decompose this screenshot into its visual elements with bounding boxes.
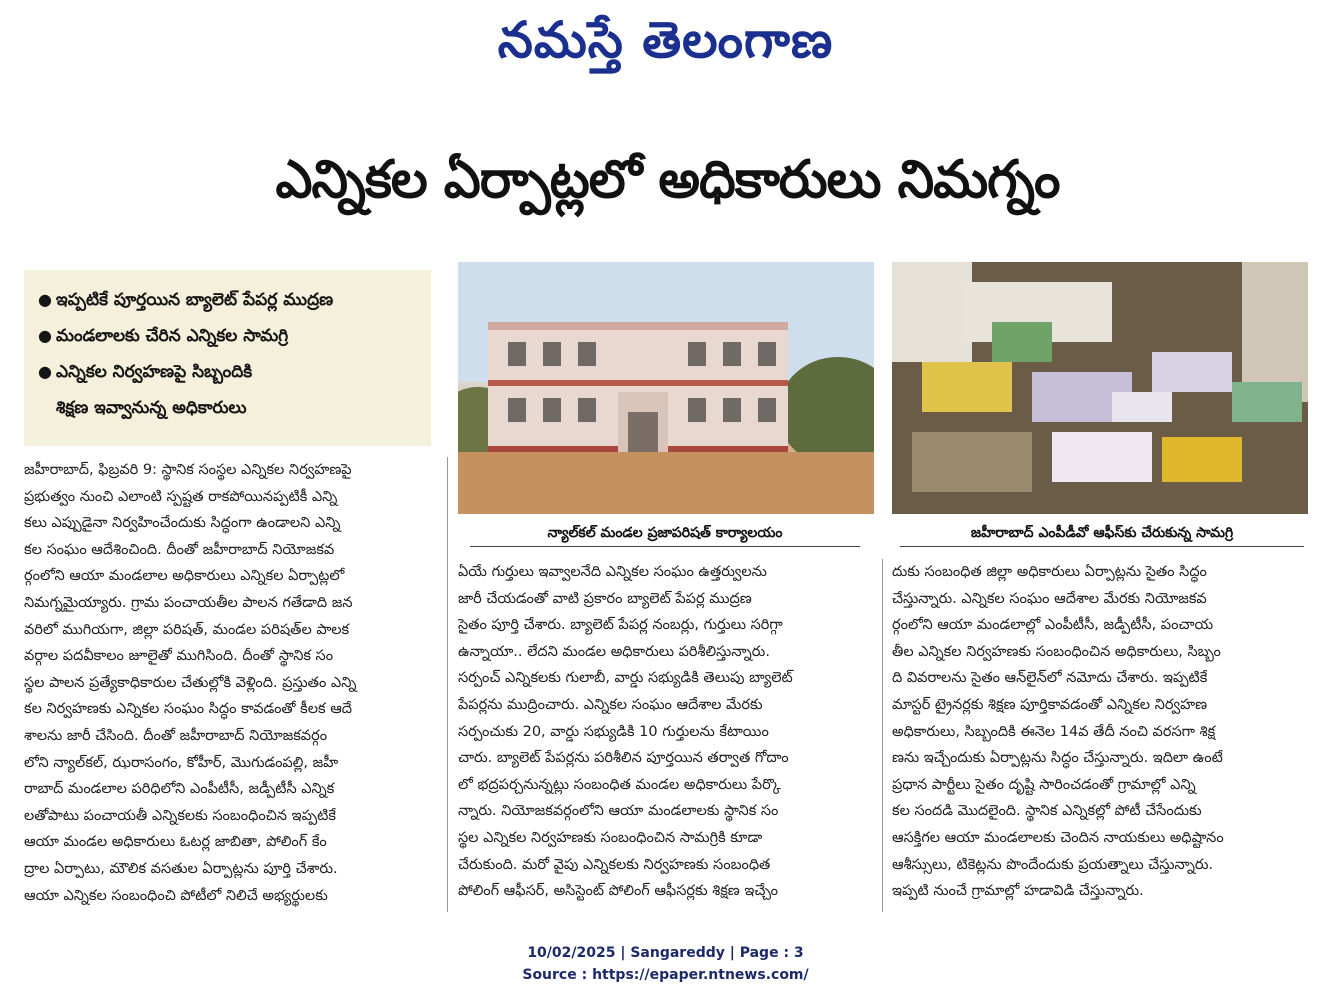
highlight-item [34, 354, 421, 390]
article-column-1 [24, 457, 442, 909]
article-line: చేస్తున్నారు. ఎన్నికల సంఘం ఆదేశాల మేరకు నియోజకవ [892, 590, 1207, 607]
article-line: ర్గంలోని ఆయా మండలాల్లో ఎంపీటీసీ, జడ్పీటీసీ, పంచాయ [892, 617, 1214, 634]
office-building-illustration [458, 262, 874, 514]
highlight-text: ఇప్పటికే పూర్తయిన బ్యాలెట్ పేపర్ల ముద్రణ [56, 290, 334, 310]
election-material-photo [892, 262, 1308, 514]
column-divider [447, 457, 448, 912]
article-line: రాబాద్ మండలాల పరిధిలోని ఎంపీటీసీ, జడ్పీటీసీ ఎన్నిక [24, 781, 335, 798]
highlights-box [24, 270, 431, 446]
highlight-continuation: శిక్షణ ఇవ్వానున్న అధికారులు [56, 398, 247, 418]
footer-date-edition: 10/02/2025 | Sangareddy | Page : 3 [527, 945, 804, 961]
article-line: ది వివరాలను సైతం ఆన్‌లైన్‌లో నమోదు చేశారు. ఇప్పటికే [892, 670, 1208, 687]
bullet-icon: ● [38, 326, 52, 345]
article-line: జారీ చేయడంతో వాటి ప్రకారం బ్యాలెట్ పేపర్ల ముద్రణ [458, 590, 752, 607]
article-line: నిమగ్నమైయ్యారు. గ్రామ పంచాయతీల పాలన గతేడాది జన [24, 594, 353, 611]
article-column-3 [892, 559, 1308, 905]
article-line: దుకు సంబంధిత జిల్లా అధికారులు ఏర్పాట్లను సైతం సిద్ధం [892, 564, 1207, 580]
footer-source: Source : https://epaper.ntnews.com/ [522, 967, 809, 983]
article-line: ఆసక్తిగల ఆయా మండలాలకు చెందిన నాయకులు అధిష్టానం [892, 829, 1224, 846]
highlight-item [34, 282, 421, 318]
article-line: ఆయా ఎన్నికల సంబంధించి పోటీలో నిలిచే అభ్యర్థులకు [24, 887, 328, 904]
article-line: మాస్టర్ ట్రైనర్లకు శిక్షణ పూర్తికావడంతో ఎన్నికల నిర్వహణ [892, 696, 1208, 713]
article-line: శాలను జారీ చేసింది. దీంతో జహీరాబాద్ నియోజకవర్గం [24, 727, 328, 744]
article-line: లో భద్రపర్చనున్నట్లు సంబంధిత మండల అధికారులు పేర్కొ [458, 776, 781, 793]
article-line: కల సంఘం ఆదేశించింది. దీంతో జహీరాబాద్ నియోజకవ [24, 541, 335, 558]
article-line: ణను ఇచ్చేందుకు ఏర్పాట్లను సిద్ధం చేస్తున్నారు. ఇదిలా ఉంటే [892, 750, 1223, 767]
article-line: పేపర్లను ముద్రించారు. ఎన్నికల సంఘం ఆదేశాల మేరకు [458, 696, 763, 713]
office-photo-caption: న్యాల్‌కల్ మండల ప్రజాపరిషత్ కార్యాలయం [470, 520, 860, 547]
article-line: సైతం పూర్తి చేశారు. బ్యాలెట్ పేపర్ల నంబర్లు, గుర్తులు సరిగ్గా [458, 617, 783, 634]
article-line: కల సందడి మొదలైంది. స్థానిక ఎన్నికల్లో పోటీ చేసేందుకు [892, 803, 1202, 820]
column-divider [882, 559, 883, 912]
article-line: వరిలో ముగియగా, జిల్లా పరిషత్, మండల పరిషత్‌ల పాలక [24, 621, 350, 638]
article-line: లోని న్యాల్‌కల్, ఝరాసంగం, కోహీర్, మొగుడంపల్లి, జహీ [24, 754, 339, 771]
article-line: స్థల ఎన్నికల నిర్వహణకు సంబంధించిన సామగ్రికి కూడా [458, 829, 763, 846]
article-line: తీల ఎన్నికల నిర్వహణకు సంబంధించిన అధికారులు, సిబ్బం [892, 643, 1221, 660]
article-line: కలు ఎప్పుడైనా నిర్వహించేందుకు సిద్ధంగా ఉండాలని ఎన్ని [24, 515, 341, 532]
article-line: లతోపాటు పంచాయతీ ఎన్నికలకు సంబంధించిన ఇప్పటికే [24, 807, 336, 824]
masthead-logo: నమస్తే తెలంగాణ [497, 10, 834, 69]
bullet-icon: ● [38, 362, 52, 381]
highlight-item [34, 318, 421, 354]
article-line: అధికారులు, సిబ్బందికి ఈనెల 14వ తేదీ నంచి వరసగా శిక్ష [892, 723, 1216, 740]
article-column-2 [458, 559, 874, 905]
article-line: ఆశీస్సులు, టికెట్లను పొందేందుకు ప్రయత్నాలు చేస్తున్నారు. [892, 856, 1214, 873]
article-line: ఉన్నాయా.. లేదని మండల అధికారులు పరిశీలిస్తున్నారు. [458, 643, 770, 660]
material-photo-caption: జహీరాబాద్ ఎంపీడీవో ఆఫీస్‌కు చేరుకున్న సామగ్రి [900, 520, 1304, 547]
bullet-icon: ● [38, 290, 52, 309]
article-line: సర్పంచ్ ఎన్నికలకు గులాబీ, వార్డు సభ్యుడికి తెలుపు బ్యాలెట్ [458, 670, 793, 687]
article-line: ర్గంలోని ఆయా మండలాల అధికారులు ఎన్నికల ఏర్పాట్లలో [24, 568, 345, 585]
article-line: కల నిర్వహణకు ఎన్నికల సంఘం సిద్ధం కావడంతో కీలక ఆదే [24, 701, 353, 718]
highlight-text: మండలాలకు చేరిన ఎన్నికల సామగ్రి [56, 326, 289, 346]
article-line: సర్పంచుకు 20, వార్డు సభ్యుడికి 10 గుర్తులను కేటాయిం [458, 723, 769, 740]
headline: ఎన్నికల ఏర్పాట్లలో అధికారులు నిమగ్నం [275, 150, 1060, 210]
office-building-photo [458, 262, 874, 514]
article-line: చేరుకుంది. మరో వైపు ఎన్నికలకు నిర్వహణకు సంబంధిత [458, 856, 771, 873]
election-material-illustration [892, 262, 1308, 514]
article-line: ప్రధాన పార్టీలు సైతం దృష్టి సారించడంతో గ్రామాల్లో ఎన్ని [892, 776, 1196, 793]
article-line: పోలింగ్ ఆఫీసర్, అసిస్టెంట్ పోలింగ్ ఆఫీసర్లకు శిక్షణ ఇచ్చేం [458, 883, 778, 900]
article-line: న్నారు. నియోజకవర్గంలోని ఆయా మండలాలకు స్థానిక సం [458, 803, 779, 820]
article-line: వర్గాల పదవీకాలం జూలైతో ముగిసింది. దీంతో స్థానిక సం [24, 648, 334, 665]
article-line: ఏయే గుర్తులు ఇవ్వాలనేది ఎన్నికల సంఘం ఉత్తర్వులను [458, 564, 767, 580]
article-line: చారు. బ్యాలెట్ పేపర్లను పరిశీలిన పూర్తయిన తర్వాత గోదాం [458, 750, 789, 767]
article-line: ప్రభుత్వం నుంచి ఎలాంటి స్పష్టత రాకపోయినప్పటికీ ఎన్ని [24, 488, 338, 505]
article-line: జహీరాబాద్, ఫిబ్రవరి 9: స్థానిక సంస్థల ఎన్నికల నిర్వహణపై [24, 462, 352, 478]
highlight-text: ఎన్నికల నిర్వహణపై సిబ్బందికి [56, 362, 253, 382]
article-line: ఇప్పటి నుంచే గ్రామాల్లో హడావిడి చేస్తున్నారు. [892, 883, 1144, 900]
article-line: ద్రాల ఏర్పాటు, మౌలిక వసతుల ఏర్పాట్లను పూర్తి చేశారు. [24, 860, 338, 877]
article-line: స్థల పాలన ప్రత్యేకాధికారుల చేతుల్లోకి వెళ్లింది. ప్రస్తుతం ఎన్ని [24, 674, 357, 691]
article-line: ఆయా మండల అధికారులు ఓటర్ల జాబితా, పోలింగ్ కేం [24, 834, 327, 851]
